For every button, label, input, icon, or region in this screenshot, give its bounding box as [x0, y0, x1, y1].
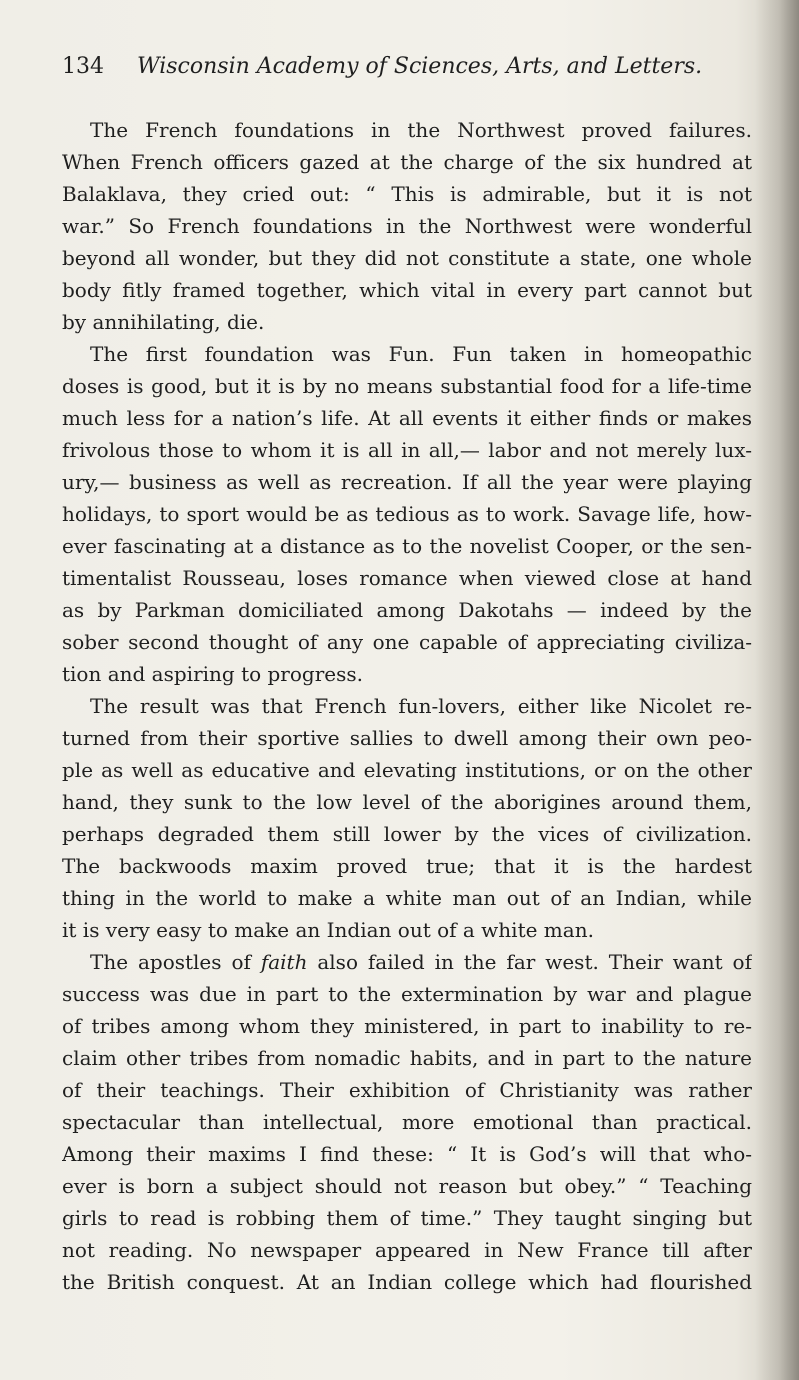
text-line: it is very easy to make an Indian out of a white man. — [62, 918, 594, 942]
text-line: ury,— business as well as recreation. If all the year were playing — [62, 470, 752, 494]
running-title: Wisconsin Academy of Sciences, Arts, and Letters. — [137, 54, 703, 79]
text-line: perhaps degraded them still lower by the vices of civilization. — [62, 822, 752, 846]
text-line: doses is good, but it is by no means substantial food for a life-time — [62, 374, 752, 398]
text-line: ple as well as educative and elevating institutions, or on the other — [62, 758, 752, 782]
text-line: The French foundations in the Northwest proved failures. — [90, 118, 752, 142]
text-line: ever fascinating at a distance as to the novelist Cooper, or the sen- — [62, 534, 752, 558]
text-line: of their teachings. Their exhibition of Christianity was rather — [62, 1078, 752, 1102]
text-line: The first foundation was Fun. Fun taken in homeopathic — [90, 342, 752, 366]
text-line — [62, 946, 752, 978]
text-line: Balaklava, they cried out: “ This is admirable, but it is not — [62, 182, 752, 206]
running-head — [62, 52, 702, 82]
text-line: girls to read is robbing them of time.” They taught singing but — [62, 1206, 752, 1230]
text-line: claim other tribes from nomadic habits, and in part to the nature — [62, 1046, 752, 1070]
text-line: by annihilating, die. — [62, 310, 265, 334]
text-line: beyond all wonder, but they did not constitute a state, one whole — [62, 246, 752, 270]
text-line: ever is born a subject should not reason but obey.” “ Teaching — [62, 1174, 752, 1198]
text-line: as by Parkman domiciliated among Dakotahs — indeed by the — [62, 598, 752, 622]
text-line: holidays, to sport would be as tedious as to work. Savage life, how- — [62, 502, 752, 526]
text-line: war.” So French foundations in the Northwest were wonderful — [62, 214, 752, 238]
text-line: much less for a nation’s life. At all events it either finds or makes — [62, 406, 752, 430]
text-line: thing in the world to make a white man out of an Indian, while — [62, 886, 752, 910]
text-line: Among their maxims I find these: “ It is God’s will that who- — [62, 1142, 752, 1166]
text-line: body fitly framed together, which vital in every part cannot but — [62, 278, 752, 302]
emphasis-faith: faith — [260, 950, 308, 974]
text-line: The backwoods maxim proved true; that it is the hardest — [62, 854, 752, 878]
text-line: sober second thought of any one capable of appreciating civiliza- — [62, 630, 752, 654]
text-line: The result was that French fun-lovers, either like Nicolet re- — [90, 694, 752, 718]
text-line: the British conquest. At an Indian college which had flourished — [62, 1270, 752, 1294]
page-edge-shadow — [755, 0, 799, 1380]
text-line: timentalist Rousseau, loses romance when viewed close at hand — [62, 566, 752, 590]
text-run: also failed in the far west. Their want of — [307, 950, 752, 974]
text-line: turned from their sportive sallies to dwell among their own peo- — [62, 726, 752, 750]
text-line: not reading. No newspaper appeared in New France till after — [62, 1238, 752, 1262]
text-run: The apostles of — [90, 950, 261, 974]
body-text — [62, 114, 752, 1298]
text-line: spectacular than intellectual, more emotional than practical. — [62, 1110, 752, 1134]
text-line: success was due in part to the extermination by war and plague — [62, 982, 752, 1006]
text-line: When French officers gazed at the charge of the six hundred at — [62, 150, 752, 174]
page-number: 134 — [62, 54, 104, 79]
text-line: of tribes among whom they ministered, in part to inability to re- — [62, 1014, 752, 1038]
text-line: frivolous those to whom it is all in all,— labor and not merely lux- — [62, 438, 752, 462]
text-line: tion and aspiring to progress. — [62, 662, 363, 686]
text-line: hand, they sunk to the low level of the aborigines around them, — [62, 790, 752, 814]
